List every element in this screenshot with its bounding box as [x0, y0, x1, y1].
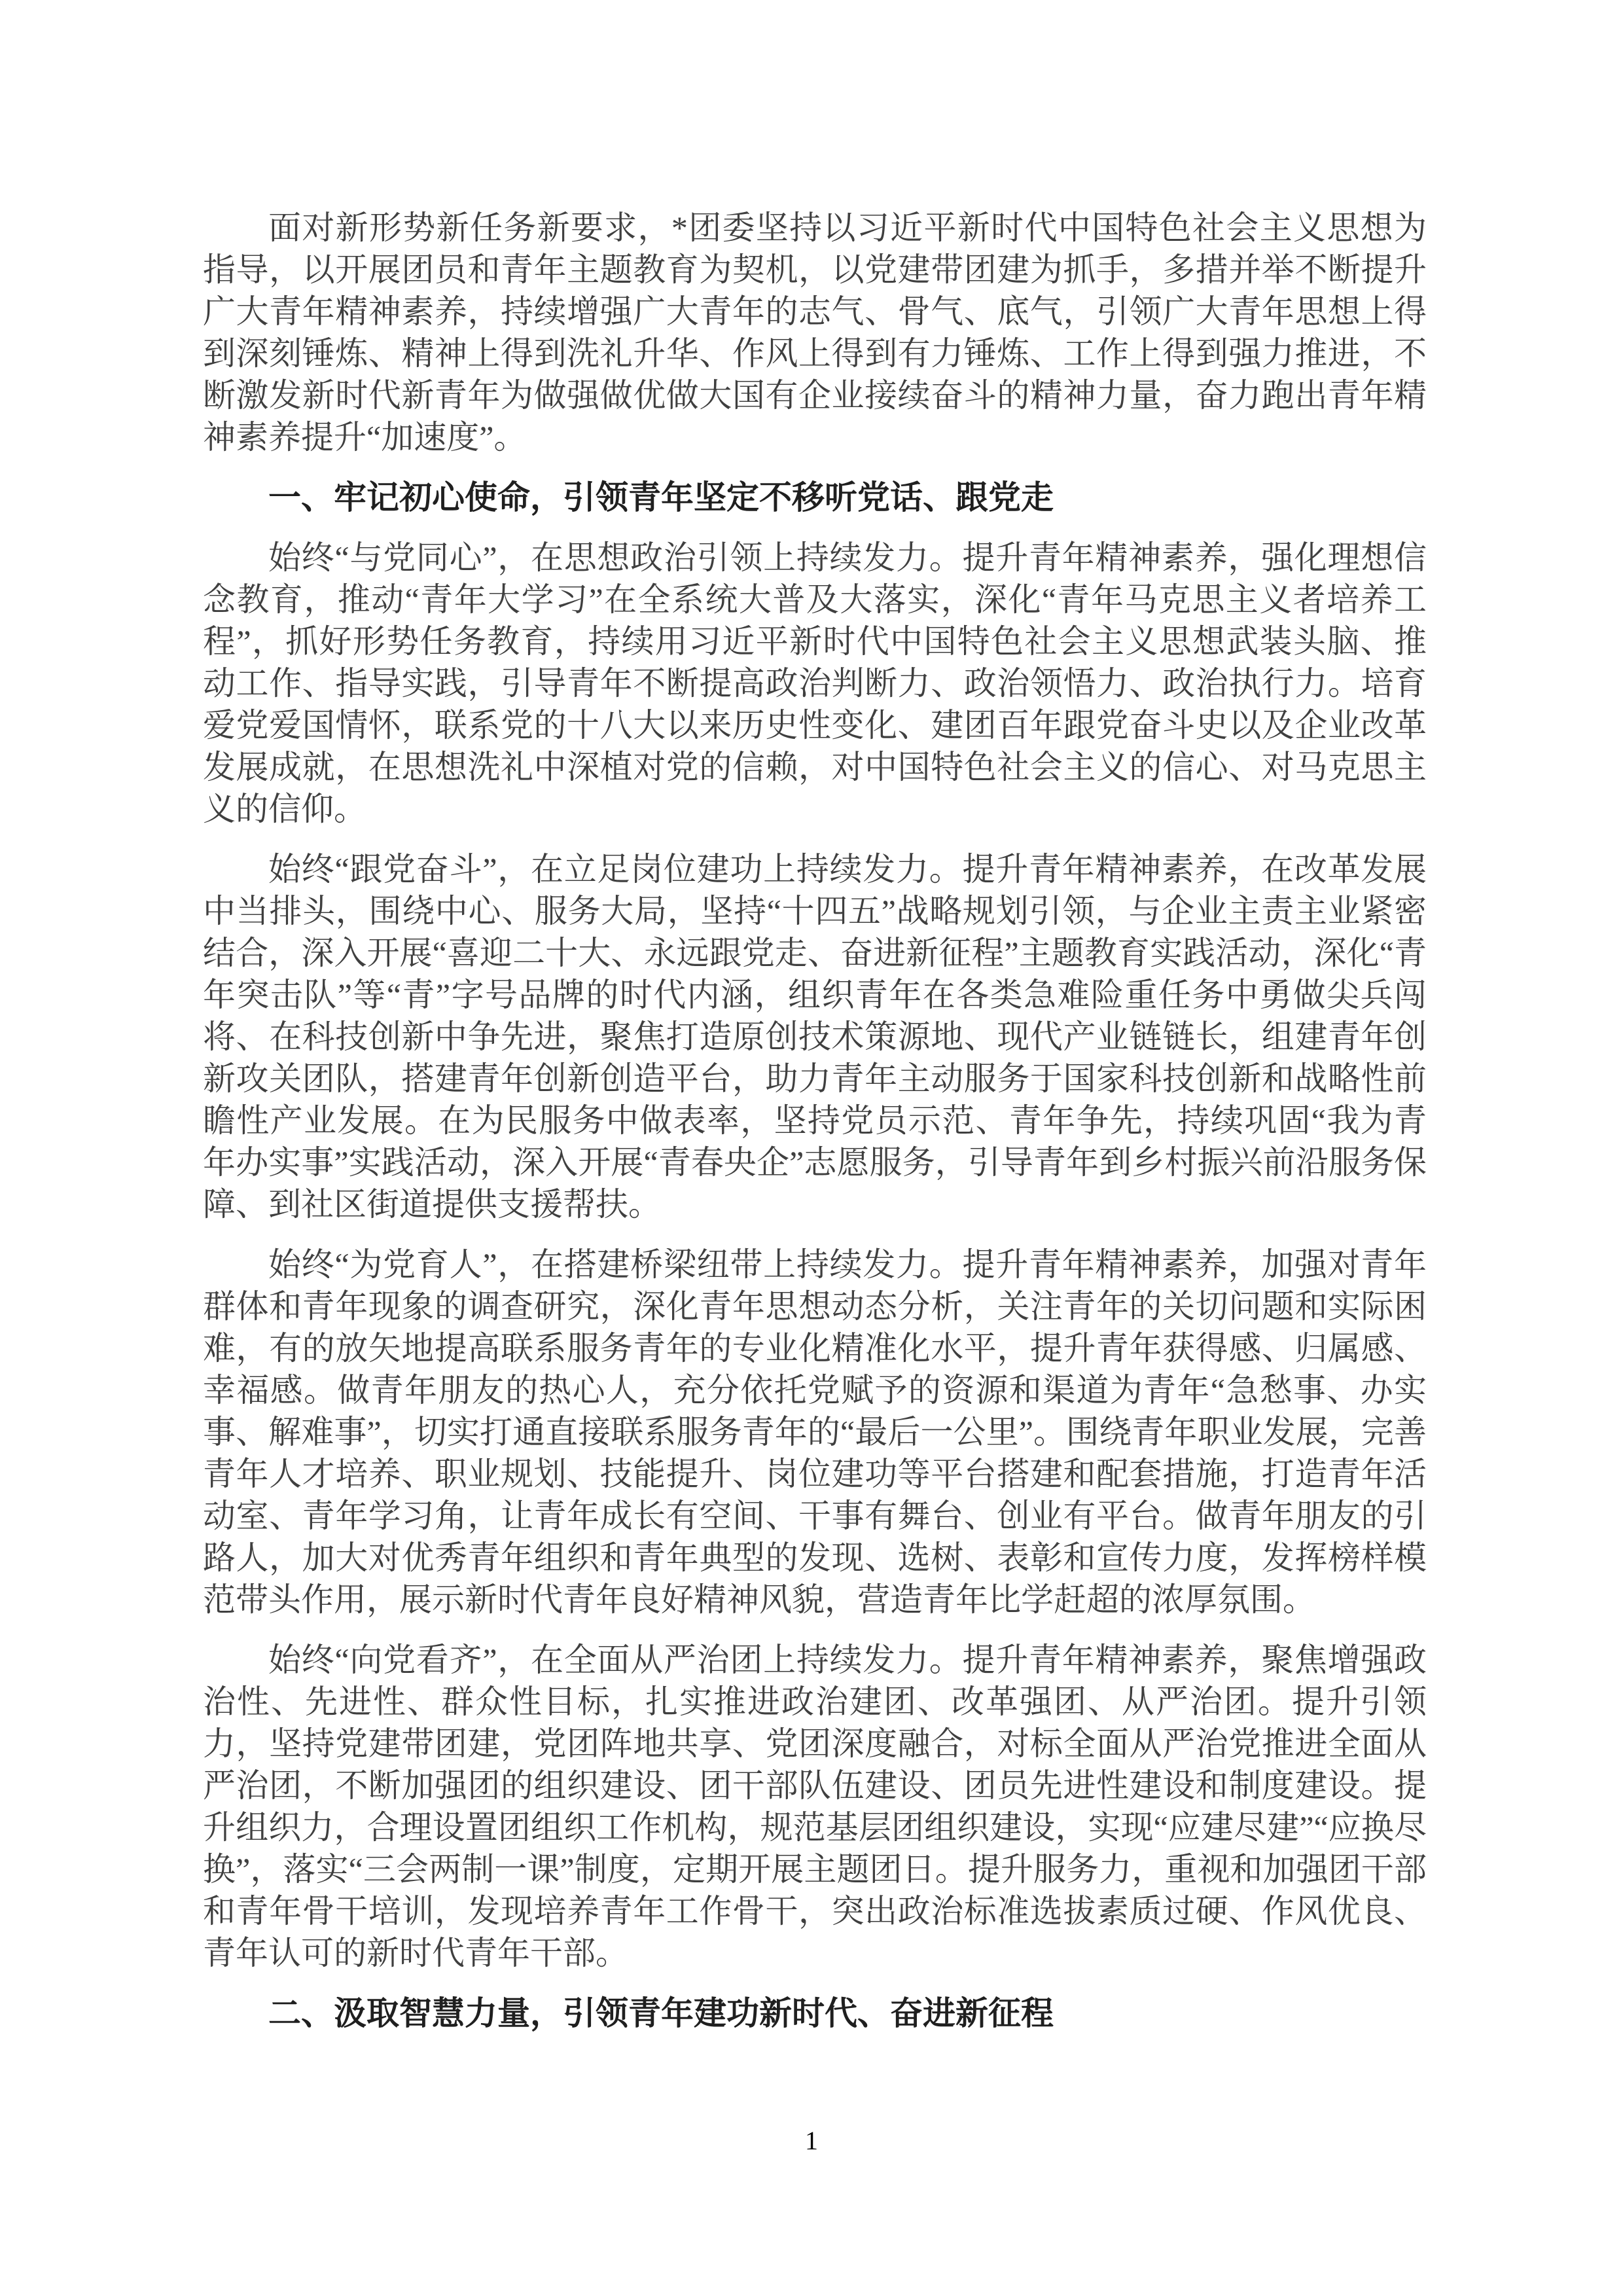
- section-heading-1: 一、牢记初心使命，引领青年坚定不移听党话、跟党走: [268, 479, 1054, 516]
- page-content: [203, 207, 1427, 2053]
- body-paragraph-3: 始终“跟党奋斗”，在立足岗位建功上持续发力。提升青年精神素养，在改革发展中当排头，围绕中心、服务大局，坚持“十四五”战略规划引领，与企业主责主业紧密结合，深入开展“喜迎二十大、永远跟党走、奋进新征程”主题教育实践活动，深化“青年突击队”等“青”字号品牌的时代内涵，组织青年在各类急难险重任务中勇做尖兵闯将、在科技创新中争先进，聚焦打造原创技术策源地、现代产业链链长，组建青年创新攻关团队，搭建青年创新创造平台，助力青年主动服务于国家科技创新和战略性前瞻性产业发展。在为民服务中做表率，坚持党员示范、青年争先，持续巩固“我为青年办实事”实践活动，深入开展“青春央企”志愿服务，引导青年到乡村振兴前沿服务保障、到社区街道提供支援帮扶。: [203, 851, 1427, 1223]
- section-heading-2: 二、汲取智慧力量，引领青年建功新时代、奋进新征程: [268, 1995, 1054, 2032]
- body-paragraph-1: 面对新形势新任务新要求，*团委坚持以习近平新时代中国特色社会主义思想为指导，以开展团员和青年主题教育为契机，以党建带团建为抓手，多措并举不断提升广大青年精神素养，持续增强广大青年的志气、骨气、底气，引领广大青年思想上得到深刻锤炼、精神上得到洗礼升华、作风上得到有力锤炼、工作上得到强力推进，不断激发新时代新青年为做强做优做大国有企业接续奋斗的精神力量，奋力跑出青年精神素养提升“加速度”。: [203, 209, 1427, 456]
- body-paragraph-5: 始终“向党看齐”，在全面从严治团上持续发力。提升青年精神素养，聚焦增强政治性、先进性、群众性目标，扎实推进政治建团、改革强团、从严治团。提升引领力，坚持党建带团建，党团阵地共享、党团深度融合，对标全面从严治党推进全面从严治团，不断加强团的组织建设、团干部队伍建设、团员先进性建设和制度建设。提升组织力，合理设置团组织工作机构，规范基层团组织建设，实现“应建尽建”“应换尽换”，落实“三会两制一课”制度，定期开展主题团日。提升服务力，重视和加强团干部和青年骨干培训，发现培养青年工作骨干，突出政治标准选拔素质过硬、作风优良、青年认可的新时代青年干部。: [203, 1641, 1427, 1971]
- body-paragraph-2: 始终“与党同心”，在思想政治引领上持续发力。提升青年精神素养，强化理想信念教育，推动“青年大学习”在全系统大普及大落实，深化“青年马克思主义者培养工程”，抓好形势任务教育，持续用习近平新时代中国特色社会主义思想武装头脑、推动工作、指导实践，引导青年不断提高政治判断力、政治领悟力、政治执行力。培育爱党爱国情怀，联系党的十八大以来历史性变化、建团百年跟党奋斗史以及企业改革发展成就，在思想洗礼中深植对党的信赖，对中国特色社会主义的信心、对马克思主义的信仰。: [203, 539, 1427, 827]
- page-number: 1: [805, 2126, 818, 2155]
- body-paragraph-4: 始终“为党育人”，在搭建桥梁纽带上持续发力。提升青年精神素养，加强对青年群体和青年现象的调查研究，深化青年思想动态分析，关注青年的关切问题和实际困难，有的放矢地提高联系服务青年的专业化精准化水平，提升青年获得感、归属感、幸福感。做青年朋友的热心人，充分依托党赋予的资源和渠道为青年“急愁事、办实事、解难事”，切实打通直接联系服务青年的“最后一公里”。围绕青年职业发展，完善青年人才培养、职业规划、技能提升、岗位建功等平台搭建和配套措施，打造青年活动室、青年学习角，让青年成长有空间、干事有舞台、创业有平台。做青年朋友的引路人，加大对优秀青年组织和青年典型的发现、选树、表彰和宣传力度，发挥榜样模范带头作用，展示新时代青年良好精神风貌，营造青年比学赶超的浓厚氛围。: [203, 1246, 1427, 1618]
